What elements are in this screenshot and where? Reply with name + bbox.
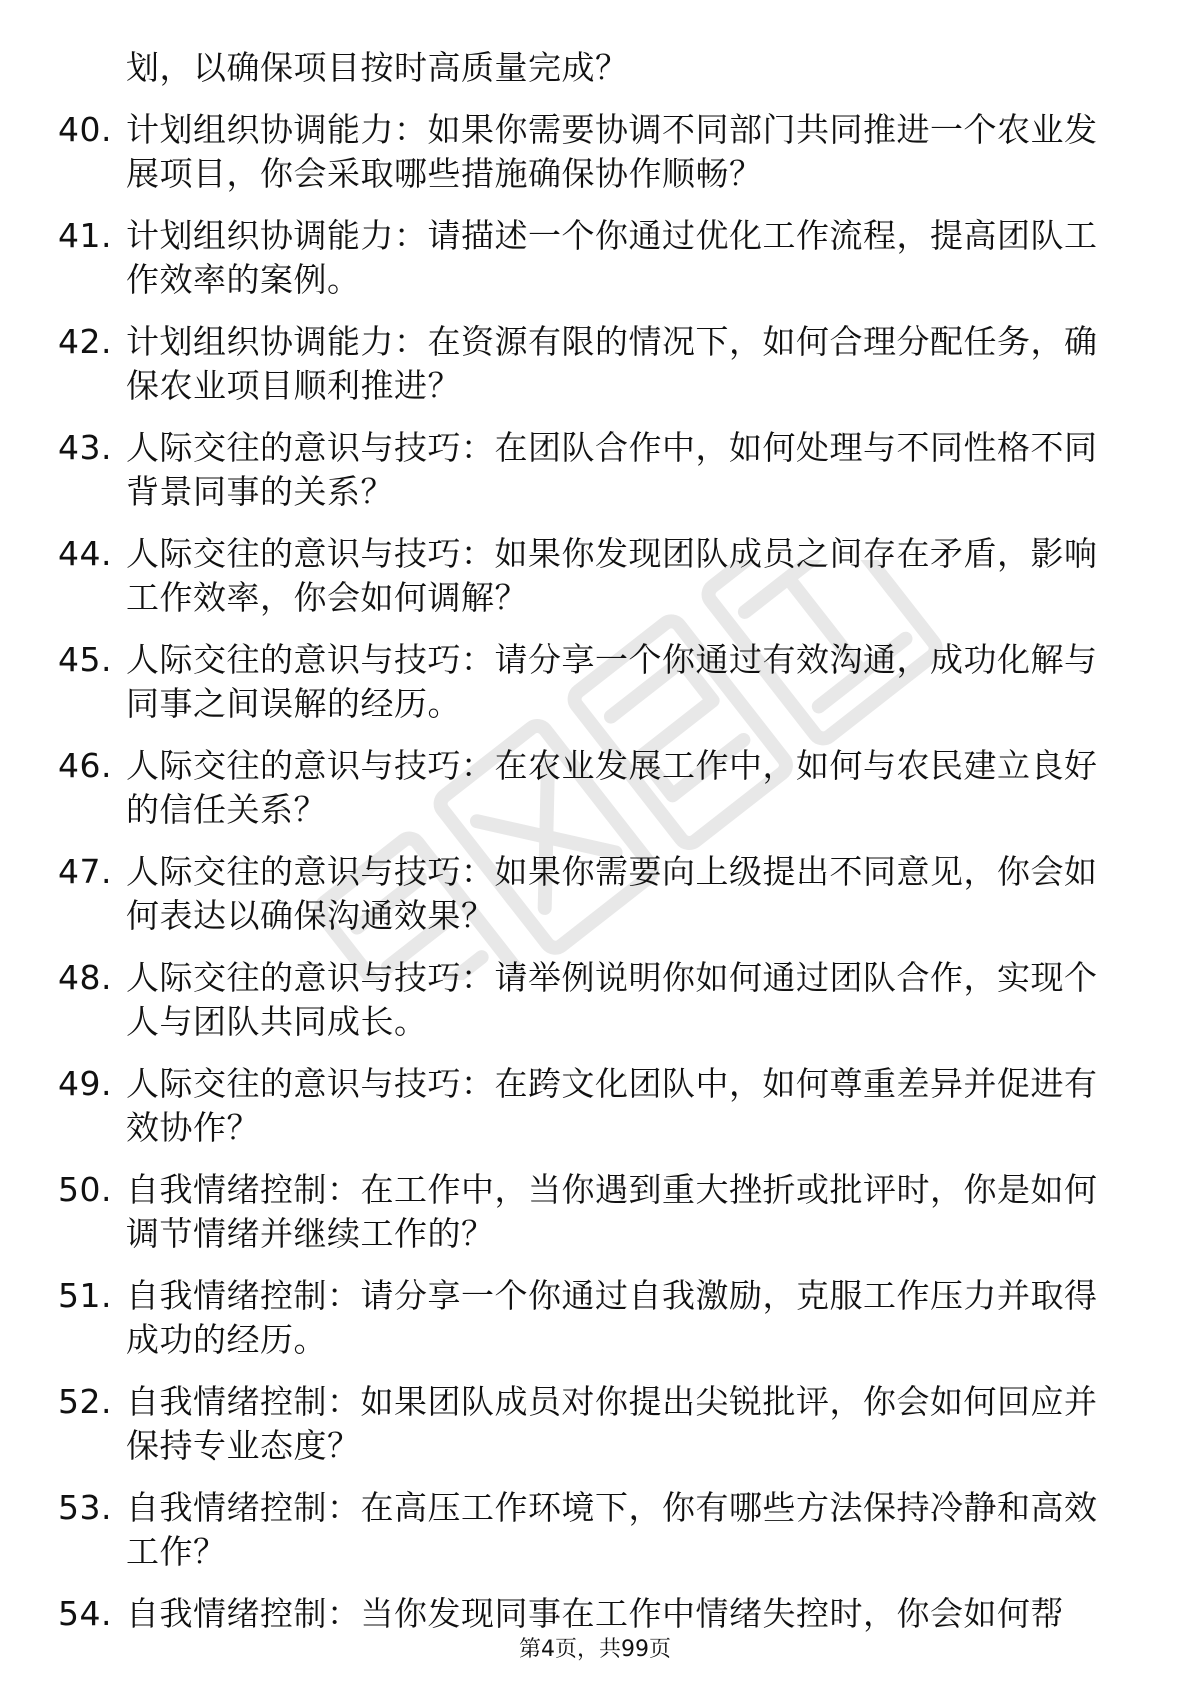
question-text: 人际交往的意识与技巧：在跨文化团队中，如何尊重差异并促进有效协作？ <box>126 1064 1098 1147</box>
question-number: 41. <box>58 216 112 255</box>
question-text: 人际交往的意识与技巧：请举例说明你如何通过团队合作，实现个人与团队共同成长。 <box>126 958 1098 1041</box>
question-item <box>58 1168 1116 1256</box>
question-item <box>58 108 1116 196</box>
question-number: 47. <box>58 852 112 891</box>
question-text: 计划组织协调能力：如果你需要协调不同部门共同推进一个农业发展项目，你会采取哪些措施确保协作顺畅？ <box>126 110 1098 193</box>
question-number: 53. <box>58 1488 112 1527</box>
continuation-text: 划，以确保项目按时高质量完成？ <box>126 48 629 87</box>
question-number: 45. <box>58 640 112 679</box>
question-number: 52. <box>58 1382 112 1421</box>
question-text: 自我情绪控制：在工作中，当你遇到重大挫折或批评时，你是如何调节情绪并继续工作的？ <box>126 1170 1098 1253</box>
question-number: 54. <box>58 1594 112 1633</box>
question-text: 人际交往的意识与技巧：在团队合作中，如何处理与不同性格不同背景同事的关系？ <box>126 428 1098 511</box>
continuation-line <box>126 46 1116 90</box>
question-text: 计划组织协调能力：请描述一个你通过优化工作流程，提高团队工作效率的案例。 <box>126 216 1098 299</box>
question-item <box>58 1274 1116 1362</box>
question-item <box>58 1380 1116 1468</box>
question-number: 50. <box>58 1170 112 1209</box>
question-text: 自我情绪控制：如果团队成员对你提出尖锐批评，你会如何回应并保持专业态度？ <box>126 1382 1098 1465</box>
question-item <box>58 320 1116 408</box>
question-number: 43. <box>58 428 112 467</box>
question-text: 自我情绪控制：在高压工作环境下，你有哪些方法保持冷静和高效工作？ <box>126 1488 1098 1571</box>
question-number: 40. <box>58 110 112 149</box>
question-text: 人际交往的意识与技巧：在农业发展工作中，如何与农民建立良好的信任关系？ <box>126 746 1098 829</box>
question-text: 人际交往的意识与技巧：如果你发现团队成员之间存在矛盾，影响工作效率，你会如何调解？ <box>126 534 1098 617</box>
question-item <box>58 214 1116 302</box>
question-text: 人际交往的意识与技巧：请分享一个你通过有效沟通，成功化解与同事之间误解的经历。 <box>126 640 1098 723</box>
question-item <box>58 956 1116 1044</box>
question-number: 49. <box>58 1064 112 1103</box>
question-number: 44. <box>58 534 112 573</box>
question-item <box>58 744 1116 832</box>
question-item <box>58 850 1116 938</box>
question-number: 51. <box>58 1276 112 1315</box>
question-item <box>58 426 1116 514</box>
question-item <box>58 1062 1116 1150</box>
question-item <box>58 532 1116 620</box>
question-item <box>58 638 1116 726</box>
question-list <box>0 46 1190 1654</box>
question-text: 自我情绪控制：请分享一个你通过自我激励，克服工作压力并取得成功的经历。 <box>126 1276 1098 1359</box>
page-footer: 第4页，共99页 <box>519 1637 671 1662</box>
question-item <box>58 1486 1116 1574</box>
question-item <box>58 1592 1116 1636</box>
question-number: 48. <box>58 958 112 997</box>
question-number: 46. <box>58 746 112 785</box>
question-text: 自我情绪控制：当你发现同事在工作中情绪失控时，你会如何帮 <box>126 1594 1064 1633</box>
question-text: 人际交往的意识与技巧：如果你需要向上级提出不同意见，你会如何表达以确保沟通效果？ <box>126 852 1098 935</box>
question-number: 42. <box>58 322 112 361</box>
question-text: 计划组织协调能力：在资源有限的情况下，如何合理分配任务，确保农业项目顺利推进？ <box>126 322 1098 405</box>
